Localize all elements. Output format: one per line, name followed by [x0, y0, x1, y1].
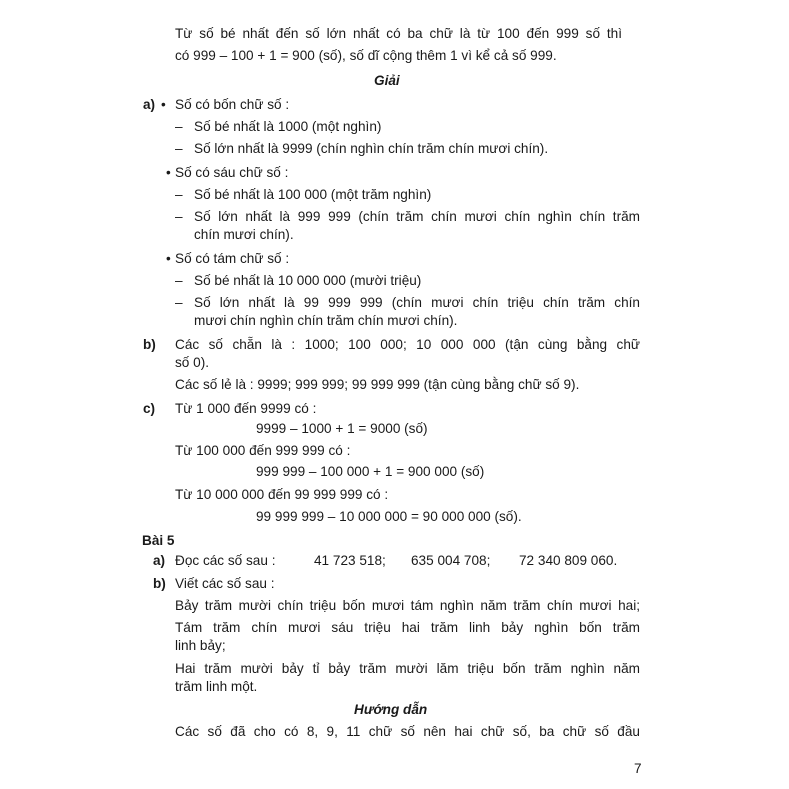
dash-icon: –: [175, 141, 183, 156]
group-1-title: Số có bốn chữ số :: [175, 97, 290, 112]
write-item-1: Bảy trăm mười chín triệu bốn mươi tám nghìn năm trăm chín mươi hai;: [175, 598, 640, 613]
guide-line: Các số đã cho có 8, 9, 11 chữ số nên hai chữ số, ba chữ số đầu: [175, 724, 640, 739]
range-1: Từ 1 000 đến 9999 có :: [175, 401, 317, 416]
solution-heading: Giải: [374, 73, 400, 88]
write-item-2-line-2: linh bảy;: [175, 638, 226, 653]
exercise-5-a-text: Đọc các số sau :: [175, 553, 276, 568]
even-numbers-line-1: Các số chẵn là : 1000; 100 000; 10 000 000 (tận cùng bằng chữ: [175, 337, 640, 352]
group-3-title: Số có tám chữ số :: [175, 251, 290, 266]
range-2: Từ 100 000 đến 999 999 có :: [175, 443, 351, 458]
group-3-item-2-line-2: mươi chín nghìn chín trăm chín mươi chín).: [194, 313, 458, 328]
dash-icon: –: [175, 273, 183, 288]
calc-3: 99 999 999 – 10 000 000 = 90 000 000 (số).: [256, 509, 522, 524]
guide-heading: Hướng dẫn: [354, 702, 428, 717]
bullet-icon: •: [166, 165, 171, 180]
group-3-item-1: Số bé nhất là 10 000 000 (mười triệu): [194, 273, 422, 288]
group-2-item-2-line-2: chín mươi chín).: [194, 227, 294, 242]
exercise-5-b-text: Viết các số sau :: [175, 576, 275, 591]
range-3: Từ 10 000 000 đến 99 999 999 có :: [175, 487, 389, 502]
bullet-icon: •: [166, 251, 171, 266]
number-3: 72 340 809 060.: [519, 553, 618, 568]
exercise-5-a-label: a): [153, 553, 166, 568]
even-numbers-line-2: số 0).: [175, 355, 209, 370]
part-c-label: c): [143, 401, 156, 416]
calc-1: 9999 – 1000 + 1 = 9000 (số): [256, 421, 428, 436]
write-item-3-line-1: Hai trăm mười bảy tỉ bảy trăm mười lăm triệu bốn trăm nghìn năm: [175, 661, 640, 676]
exercise-5-title: Bài 5: [142, 533, 175, 548]
exercise-5-b-label: b): [153, 576, 166, 591]
number-2: 635 004 708;: [411, 553, 491, 568]
intro-line-1: Từ số bé nhất đến số lớn nhất có ba chữ là từ 100 đến 999 số thì: [175, 26, 622, 41]
group-1-item-1: Số bé nhất là 1000 (một nghìn): [194, 119, 382, 134]
part-a-label: a): [143, 97, 156, 112]
calc-2: 999 999 – 100 000 + 1 = 900 000 (số): [256, 464, 485, 479]
intro-line-2: có 999 – 100 + 1 = 900 (số), số dĩ cộng thêm 1 vì kể cả số 999.: [175, 48, 557, 63]
page-number: 7: [634, 761, 642, 776]
dash-icon: –: [175, 295, 183, 310]
bullet-icon: •: [161, 97, 166, 112]
part-b-label: b): [143, 337, 156, 352]
dash-icon: –: [175, 119, 183, 134]
group-2-item-2-line-1: Số lớn nhất là 999 999 (chín trăm chín mươi chín nghìn chín trăm: [194, 209, 640, 224]
dash-icon: –: [175, 187, 183, 202]
group-2-item-1: Số bé nhất là 100 000 (một trăm nghìn): [194, 187, 432, 202]
dash-icon: –: [175, 209, 183, 224]
odd-numbers-line: Các số lẻ là : 9999; 999 999; 99 999 999 (tận cùng bằng chữ số 9).: [175, 377, 580, 392]
write-item-3-line-2: trăm linh một.: [175, 679, 258, 694]
group-3-item-2-line-1: Số lớn nhất là 99 999 999 (chín mươi chín triệu chín trăm chín: [194, 295, 640, 310]
write-item-2-line-1: Tám trăm chín mươi sáu triệu hai trăm linh bảy nghìn bốn trăm: [175, 620, 640, 635]
group-1-item-2: Số lớn nhất là 9999 (chín nghìn chín trăm chín mươi chín).: [194, 141, 549, 156]
group-2-title: Số có sáu chữ số :: [175, 165, 289, 180]
number-1: 41 723 518;: [314, 553, 386, 568]
